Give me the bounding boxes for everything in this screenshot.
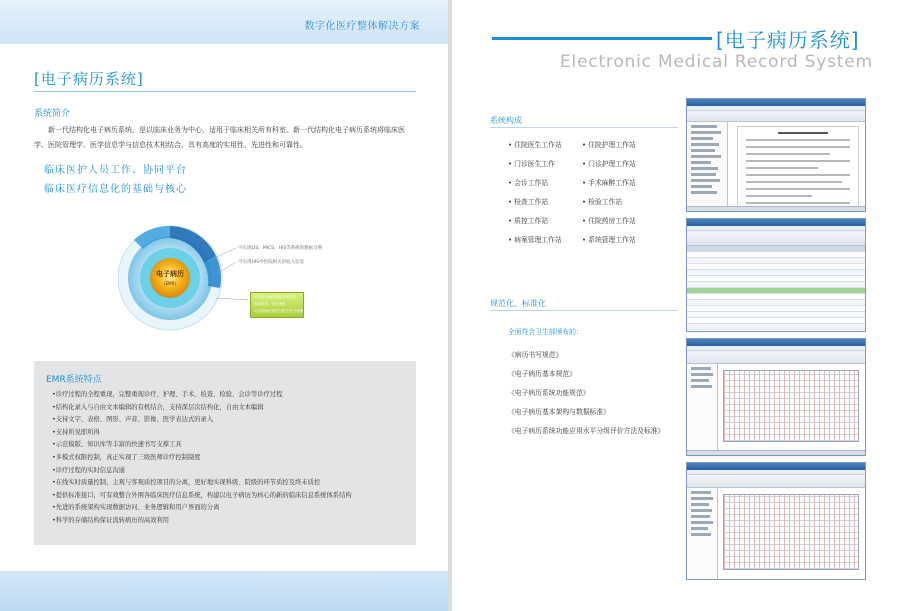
standard-item: 《电子病历系统功能应用水平分级评价方法及标准》 xyxy=(508,427,665,435)
workstation-item: • 住院药房工作站 xyxy=(582,217,636,225)
feature-item: •支持所见即所得 xyxy=(52,428,100,436)
callout-line-3 xyxy=(216,298,248,300)
legend-item-2: 提高效率、优化流程 xyxy=(254,302,286,306)
left-page xyxy=(0,0,448,611)
screenshot-temperature-chart xyxy=(686,462,866,580)
feature-item: •结构化录入与自由文本编辑的有机结合，支持深层次结构化，自由文本编辑 xyxy=(52,403,264,411)
workstation-item: • 门诊护理工作站 xyxy=(582,160,636,168)
intro-heading: 系统简介 xyxy=(34,109,71,119)
callout-1: 可实现LIS、PACS、HIS等系统的数据交换 xyxy=(238,246,323,251)
tagline-2: 临床医疗信息化的基础与核心 xyxy=(44,184,187,195)
right-page xyxy=(452,0,900,611)
workstation-item: • 手术麻醉工作站 xyxy=(582,179,636,187)
screenshot-vital-signs xyxy=(686,338,866,456)
title-accent-bar xyxy=(492,37,712,40)
standard-item: 《电子病历基本架构与数据标准》 xyxy=(508,408,610,416)
callout-line-1 xyxy=(214,248,236,258)
workstation-item: • 住院医生工作站 xyxy=(508,141,562,149)
workstation-item: • 检查工作站 xyxy=(508,198,549,206)
feature-item: •科学的存储结构保证流转病历的高效利用 xyxy=(52,516,170,524)
english-subtitle: Electronic Medical Record System xyxy=(560,52,873,72)
legend-item-3: 可实现病历质控与医疗安全管理 xyxy=(254,309,303,313)
features-title: EMR系统特点 xyxy=(46,375,102,385)
window-body xyxy=(687,488,865,580)
window-titlebar xyxy=(687,463,865,470)
window-body xyxy=(687,364,865,456)
workstation-item: • 住院护理工作站 xyxy=(582,141,636,149)
legend-item-1: 可实现全面的临床业务信息 xyxy=(254,295,296,299)
features-panel xyxy=(34,361,416,545)
window-body xyxy=(687,122,865,212)
header-band xyxy=(0,0,448,44)
standard-item: 《病历书写规范》 xyxy=(508,351,563,359)
standard-item: 《电子病历系统功能规范》 xyxy=(508,389,590,397)
window-body xyxy=(687,246,865,332)
emr-diagram xyxy=(118,218,323,353)
record-tree xyxy=(687,122,728,212)
footer-band xyxy=(0,571,448,611)
feature-item: •提供标准接口，可有效整合外围各临床医疗信息系统，构建以电子病历为核心的新的临床信息系统体系结构 xyxy=(52,491,352,499)
patient-grid xyxy=(687,252,865,330)
screenshot-record-editor xyxy=(686,98,866,212)
standard-heading: 规范化、标准化 xyxy=(490,299,546,308)
window-toolbar xyxy=(687,351,865,364)
workstation-item: • 病案管理工作站 xyxy=(508,236,562,244)
feature-item: •示范模版、知识库等丰富的快速书写支撑工具 xyxy=(52,441,182,449)
window-titlebar xyxy=(687,99,865,106)
record-tree xyxy=(687,488,718,580)
left-page-title: [电子病历系统] xyxy=(34,70,144,88)
window-toolbar xyxy=(687,111,865,122)
callout-2: 可实现HIS中医院相关的收入信息 xyxy=(238,260,305,265)
record-tree xyxy=(687,364,718,456)
workstation-item: • 系统管理工作站 xyxy=(582,236,636,244)
feature-item: •诊疗过程的全程重现，完整重现诊疗、护理、手术、检查、检验、会诊等诊疗过程 xyxy=(52,391,283,398)
composition-heading: 系统构成 xyxy=(490,116,522,125)
emr-ring-chart xyxy=(118,218,308,353)
features-list xyxy=(52,389,352,528)
diagram-legend xyxy=(250,292,304,318)
tagline-1: 临床医护人员工作、协同平台 xyxy=(44,165,187,176)
title-divider xyxy=(34,91,416,92)
window-statusbar xyxy=(687,206,865,212)
workstation-item: • 质控工作站 xyxy=(508,217,549,225)
workstation-item: • 检验工作站 xyxy=(582,198,623,206)
feature-item: •诊疗过程的实时信息沟通 xyxy=(52,466,125,474)
right-page-title: [电子病历系统] xyxy=(716,28,860,52)
emr-center-sub: (EMR) xyxy=(164,281,176,286)
workstation-item: • 门诊医生工作 xyxy=(508,160,555,168)
window-titlebar xyxy=(687,339,865,346)
window-toolbar xyxy=(687,231,865,246)
standard-intro: 全面符合卫生部颁布的： xyxy=(508,328,583,336)
feature-item: •多模式权限控制，真正实现了三级医师诊疗控制制度 xyxy=(52,453,201,461)
feature-item: •先进的系统架构实现数据访问、业务逻辑和用户界面的分离 xyxy=(52,504,220,512)
intro-text: 新一代结构化电子病历系统，是以临床业务为中心，适用于临床相关所有科室。新一代结构化电子病历系统将临床医学、医院管理学、医学信息学与信息技术相结合，具有高度的实用性、先进性和可靠性。 xyxy=(34,126,405,149)
window-toolbar xyxy=(687,475,865,488)
standard-item: 《电子病历基本规范》 xyxy=(508,370,576,378)
standard-divider xyxy=(490,310,678,311)
feature-item: •在线实时质量控制，主观与客观质控项目的分离，更好地实现科级、院级的环节质控及终末质控 xyxy=(52,479,321,487)
workstation-item: • 会诊工作站 xyxy=(508,179,549,187)
composition-divider xyxy=(490,127,678,128)
vital-signs-grid xyxy=(723,370,859,442)
record-document xyxy=(737,126,859,212)
feature-item: •支持文字、表格、图形、声音、影像、医学表达式的录入 xyxy=(52,416,214,424)
temperature-grid xyxy=(723,494,859,570)
header-slogan: 数字化医疗整体解决方案 xyxy=(304,21,420,32)
window-titlebar xyxy=(687,219,865,226)
core-circle xyxy=(150,258,190,298)
screenshot-patient-list xyxy=(686,218,866,332)
window-statusbar xyxy=(687,450,865,456)
emr-center-label: 电子病历 xyxy=(156,269,184,278)
